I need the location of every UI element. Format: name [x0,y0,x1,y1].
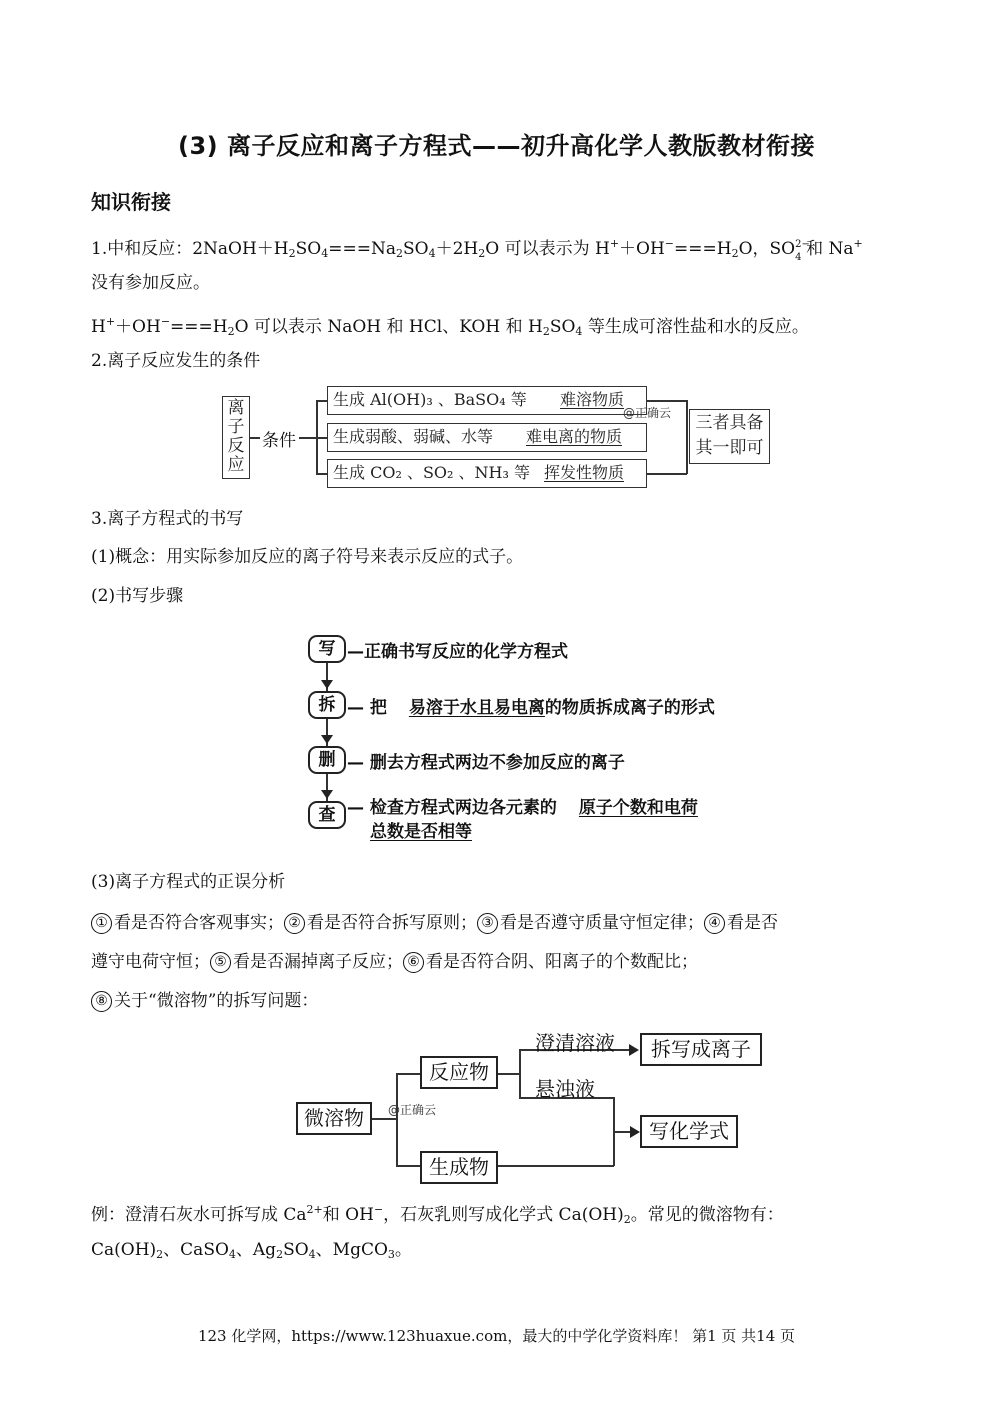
condition-row-volatile: 生成 CO₂ 、SO₂ 、NH₃ 等 挥发性物质 [327,459,647,488]
reactant-box: 反应物 [420,1056,498,1089]
clear-solution-label: 澄清溶液 [535,1031,615,1055]
analysis-line3: ⑧ 关于“微溶物”的拆写问题： [91,986,318,1012]
formula-box: 写化学式 [640,1115,738,1148]
condition-row-insoluble: 生成 Al(OH)₃ 、BaSO₄ 等 难溶物质 [327,386,647,415]
suspension-label: 悬浊液 [535,1077,595,1101]
example-line1: 例：澄清石灰水可拆写成 $Ca^{2+}$和 OH−，石灰乳则写成化学式 $Ca(OH)_2$。常见的微溶物有： [91,1203,784,1226]
concept-line: (1)概念：用实际参加反应的离子符号来表示反应的式子。 [91,547,524,567]
analysis-line2: 遵守电荷守恒； ⑤ 看是否漏掉离子反应； ⑥ 看是否符合阴、阳离子的个数配比； [91,952,698,972]
step-delete: 删 [308,746,346,774]
step-check-text-line2: 总数是否相等 [370,822,472,842]
analysis-heading: (3)离子方程式的正误分析 [91,872,286,892]
page-title: (3) 离子反应和离子方程式——初升高化学人教版教材衔接 [178,132,815,160]
step-delete-text: — 删去方程式两边不参加反应的离子 [347,753,625,773]
product-box: 生成物 [420,1151,498,1184]
ionic-form-box: 拆写成离子 [640,1033,762,1066]
section-heading: 知识衔接 [91,190,171,214]
condition-label: 条件 [262,431,296,451]
condition-row-weak-electrolyte: 生成弱酸、弱碱、水等 难电离的物质 [327,423,647,452]
neutralization-line1: 1.中和反应：$2NaOH+H_2SO_4===Na_2SO_4+2H_2O$ 可以表示为 $H^++OH^-===H_2O$，SO 2− 4 和 Na+ [91,237,863,263]
step-check-text-line1: — 检查方程式两边各元素的 原子个数和电荷 [347,798,698,818]
page-footer: 123 化学网，https://www.123huaxue.com，最大的中学化学资料库！ 第1 页 共14 页 [197,1327,796,1345]
step-split-text: — 把 易溶于水且易电离的物质拆成离子的形式 [347,698,715,718]
micro-soluble-box: 微溶物 [296,1102,372,1135]
conditions-heading: 2.离子反应发生的条件 [91,351,261,371]
steps-heading: (2)书写步骤 [91,586,184,606]
example-line2: $Ca(OH)_2$、CaSO$_4$、$Ag_2SO_4$、MgCO$_3$。 [91,1240,412,1261]
ionic-equation-line: $H^++OH^-===H_2O$ 可以表示 NaOH 和 HCl、KOH 和 $H_2SO_4$ 等生成可溶性盐和水的反应。 [91,315,809,338]
step-write-text: —正确书写反应的化学方程式 [347,642,568,662]
step-write: 写 [308,635,346,663]
writing-heading: 3.离子方程式的书写 [91,509,244,529]
watermark: @正确云 [623,406,672,420]
ionic-reaction-box: 离子反应 [222,396,250,479]
result-box: 三者具备 其一即可 [689,409,770,464]
neutralization-line2: 没有参加反应。 [91,273,210,293]
step-check: 查 [308,801,346,829]
step-split: 拆 [308,691,346,719]
watermark-2: @正确云 [388,1103,437,1117]
analysis-line1: ① 看是否符合客观事实； ② 看是否符合拆写原则； ③ 看是否遵守质量守恒定律； ④ 看是否 [91,908,778,934]
